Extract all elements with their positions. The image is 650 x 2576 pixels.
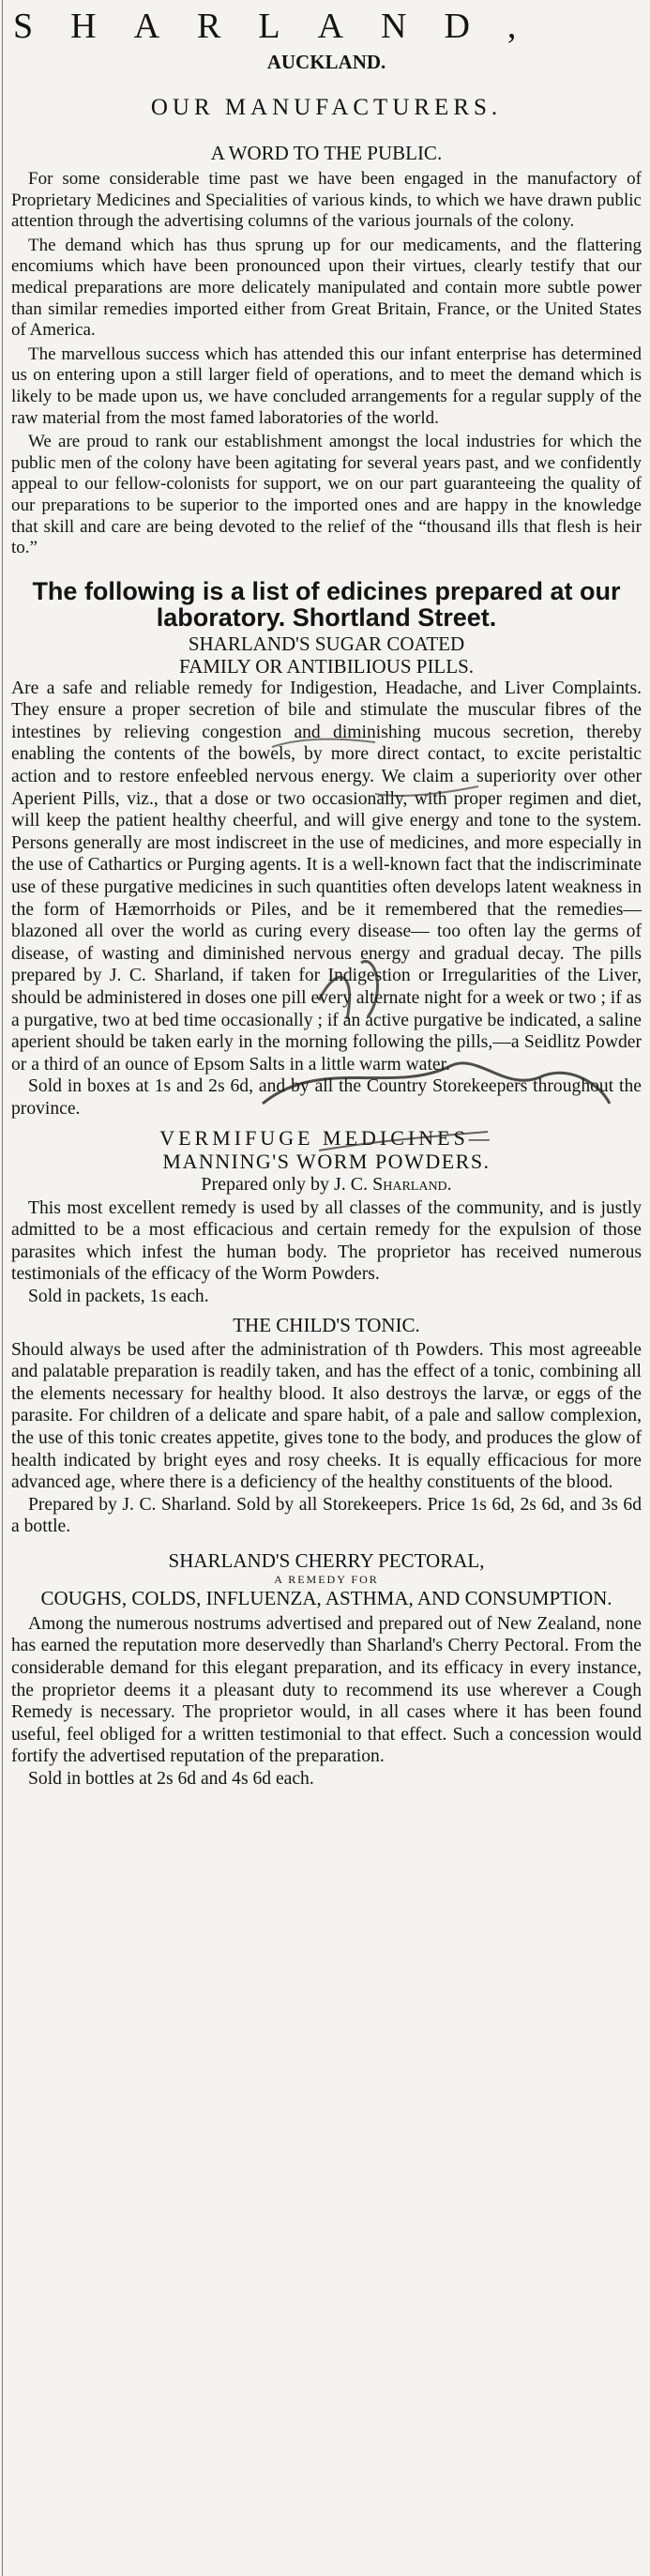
cherry-conditions: COUGHS, COLDS, INFLUENZA, ASTHMA, AND CONSUMPTION. [40, 1586, 612, 1609]
vermifuge-heading-line-2: MANNING'S WORM POWDERS. [162, 1149, 491, 1173]
cherry-heading: SHARLAND'S CHERRY PECTORAL, [168, 1548, 485, 1572]
preparer-name: Sharland. [372, 1173, 452, 1195]
word-paragraph: The marvellous success which has attended this our infant enterprise has determined us on entering upon a still larger field of operations, and to meet the demand which is likely to be made upon us, we have concluded arrangements for a regular supply of the raw material from the most famed laboratories of the world. [11, 343, 642, 428]
vermifuge-preparer [11, 1173, 642, 1196]
vermifuge-paragraph: Sold in packets, 1s each. [28, 1286, 209, 1306]
vermifuge-paragraph: This most excellent remedy is used by all classes of the community, and is justly admitted to be a most efficacious and certain remedy for the expulsion of those parasites which infest the human body. The proprietor has received numerous testimonials of the efficacy of the Worm Powders. [11, 1197, 642, 1285]
city-name: AUCKLAND. [266, 51, 386, 73]
vermifuge-heading-line-1: VERMIFUGE MEDICINES— [159, 1125, 493, 1150]
advertisement-column [11, 6, 642, 1791]
tonic-paragraph: Prepared by J. C. Sharland. Sold by all Storekeepers. Price 1s 6d, 2s 6d, and 3s 6d a bottle. [11, 1494, 642, 1537]
pills-section [11, 633, 642, 1120]
word-heading: A WORD TO THE PUBLIC. [210, 142, 443, 164]
section-title: OUR MANUFACTURERS. [150, 95, 503, 120]
tonic-paragraph: Should always be used after the administration of th Powders. This most agreeable and palatable preparation is readily taken, and has the effect of a tonic, combining all the elements necessary for healthy blood. It also destroys the larvæ, or eggs of the parasite. For children of a delicate and spare habit, of a pale and sallow complexion, the use of this tonic creates appetite, gives tone to the body, and produces the glow of health indicated by bright eyes and rosy cheeks. It is equally efficacious for more advanced age, where there is a deficiency of the healthy constituents of the blood. [11, 1339, 642, 1493]
tonic-section [11, 1314, 642, 1538]
word-paragraph: The demand which has thus sprung up for our medicaments, and the flattering encomiums which have been pronounced upon their virtues, clearly testify that our medical preparations are more delicately manipulated and contain more subtle power than similar remedies imported either from Great Britain, France, or the United States of America. [11, 235, 642, 341]
cherry-section [11, 1549, 642, 1791]
tonic-heading: THE CHILD'S TONIC. [233, 1313, 420, 1336]
word-to-public-section [11, 142, 642, 559]
column-rule [2, 0, 3, 2576]
pills-paragraph: Are a safe and reliable remedy for Indigestion, Headache, and Liver Complaints. They ensure a proper secretion of bile and stimulate the muscular fibres of the intestines by relieving congestion and diminishing mucous secretion, thereby enabling the contents of the bowels, by more direct contact, to excite peristaltic action and to restore enfeebled nervous energy. We claim a superiority over other Aperient Pills, viz., that a dose or two occasionally, with proper regimen and diet, will keep the patient healthy cheerful, and will give energy and tone to the system. Persons generally are most indiscreet in the use of medicines, and more especially in the use of Cathartics or Purging agents. It is a well-known fact that the indiscriminate use of these purgative medicines in such quantities often develops latent weakness in the form of Hæmorrhoids or Piles, and be it remembered that the remedies—blazoned all over the world as curing every disease— too often lay the germs of disease, of wasting and diminished nervous energy and gradual decay. The pills prepared by J. C. Sharland, if taken for Indigestion or Irregularities of the Liver, should be administered in doses one pill every alternate night for a week or two ; if as a purgative, two at bed time occasionally ; if an active purgative be indicated, a saline aperient should be taken early in the morning following the pills,—a Seidlitz Powder or a third of an ounce of Epsom Salts in a little warm water. [11, 678, 642, 1075]
vermifuge-section [11, 1126, 642, 1308]
cherry-remedy-for: A REMEDY FOR [274, 1572, 379, 1586]
cherry-paragraph: Among the numerous nostrums advertised and prepared out of New Zealand, none has earned the reputation more deservedly than Sharland's Cherry Pectoral. From the considerable demand for this elegant preparation, and its efficacy in every instance, the proprietor deems it a pleasant duty to recommend its use wherever a Cough Remedy is necessary. The proprietor would, in all cases where it has been found useful, feel obliged for a written testimonial to that effect. Such a concession would fortify the advertised reputation of the preparation. [11, 1613, 642, 1767]
pills-paragraph: Sold in boxes at 1s and 2s 6d, and by all the Country Storekeepers throughout the province. [11, 1076, 642, 1119]
list-heading: The following is a list of edicines prepared at our laboratory. Shortland Street. [32, 576, 621, 632]
preparer-prefix: Prepared only by J. C. [201, 1173, 369, 1195]
word-paragraph: We are proud to rank our establishment amongst the local industries for which the public men of the colony have been agitating for several years past, and we confidently appeal to our fellow-colonists for support, we on our part guaranteeing the quality of our preparations to be superior to the imported ones and are happy in the knowledge that skill and care are being devoted to the relief of the “thousand ills that flesh is heir to.” [11, 432, 642, 558]
cherry-paragraph: Sold in bottles at 2s 6d and 4s 6d each. [28, 1769, 314, 1790]
pills-heading-line-2: FAMILY OR ANTIBILIOUS PILLS. [178, 654, 475, 678]
pills-heading-line-1: SHARLAND'S SUGAR COATED [188, 632, 465, 655]
brand-name: SHARLAND, [13, 7, 554, 46]
word-paragraph: For some considerable time past we have been engaged in the manufactory of Proprietary Medicines and Specialities of various kinds, to which we have drawn public attention through the advertising columns of the various journals of the colony. [11, 169, 642, 232]
